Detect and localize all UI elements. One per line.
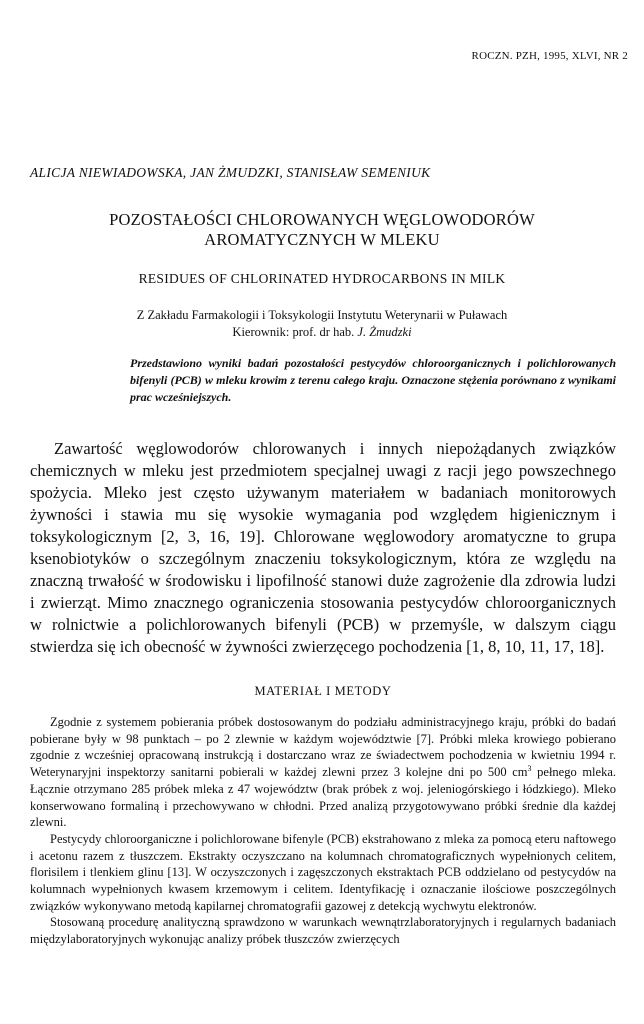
methods-p1-part-b: pełnego mleka. Łącznie otrzymano 285 próbek mleka z 47 województw (brak próbek z woj. jeleniogórskiego i łódzkiego). Mleko konserwowano formaliną i przechowywano w chłodni. Przed analizą przygotowywano próbki średnie dla każdej zlewni. [30, 765, 616, 830]
journal-header: ROCZN. PZH, 1995, XLVI, NR 2 [471, 50, 628, 62]
title-line-1: POZOSTAŁOŚCI CHLOROWANYCH WĘGLOWODORÓW [109, 210, 535, 229]
abstract: Przedstawiono wyniki badań pozostałości pestycydów chloroorganicznych i polichlorowanych bifenyli (PCB) w mleku krowim z terenu całego kraju. Oznaczone stężenia porównano z wynikami prac wcześniejszych. [130, 356, 616, 404]
methods-paragraph-1 [30, 714, 616, 831]
authors: ALICJA NIEWIADOWSKA, JAN ŻMUDZKI, STANISŁAW SEMENIUK [30, 165, 431, 180]
superscript-3: 3 [527, 763, 532, 773]
methods-p1-part-a: Zgodnie z systemem pobierania próbek dostosowanym do podziału administracyjnego kraju, próbki do badań pobierane były w 98 punktach – po 2 zlewnie w każdym województwie [7]. Próbki mleka krowiego pobierano zgodnie z wcześniej opracowaną instrukcją i dostarczano wraz ze świadectwem pochodzenia w kwietniu 1994 r. Weterynaryjni inspektorzy sanitarni pobierali w każdej zlewni przez 3 kolejne dni po 500 cm [30, 715, 616, 780]
title-line-2: AROMATYCZNYCH W MLEKU [204, 230, 440, 249]
methods-paragraph-3: Stosowaną procedurę analityczną sprawdzono w warunkach wewnątrzlaboratoryjnych i regularnych badaniach międzylaboratoryjnych wykonując analizy próbek tłuszczów zwierzęcych [30, 915, 616, 947]
institute: Z Zakładu Farmakologii i Toksykologii Instytutu Weterynarii w Puławach [136, 308, 508, 322]
english-title: RESIDUES OF CHLORINATED HYDROCARBONS IN MILK [138, 271, 506, 286]
head-name: J. Żmudzki [357, 325, 412, 339]
article-title [40, 210, 604, 250]
methods-paragraph-2: Pestycydy chloroorganiczne i polichlorowane bifenyle (PCB) ekstrahowano z mleka za pomocą eteru naftowego i acetonu razem z tłuszczem. Ekstrakty oczyszczano na kolumnach chromatograficznych wypełnionych celitem, florisilem i tlenkiem glinu [13]. W oczyszczonych i zagęszczonych ekstraktach PCB oddzielano od pestycydów na kolumnach wypełnionych kwasem krzemowym i celitem. Identyfikację i oznaczanie ilościowe poszczególnych związków wykonywano metodą kapilarnej chromatografii gazowej z detekcją wychwytu elektronów. [30, 831, 616, 913]
methods-text [30, 714, 616, 948]
introduction-paragraph: Zawartość węglowodorów chlorowanych i innych niepożądanych związków chemicznych w mleku jest przedmiotem specjalnej uwagi z racji jego powszechnego spożycia. Mleko jest często używanym materiałem w badaniach monitorowych żywności i stawia mu się wysokie wymagania pod względem higienicznym i toksykologicznym [2, 3, 16, 19]. Chlorowane węglowodory aromatyczne to grupa ksenobiotyków o szczególnym znaczeniu toksykologicznym, która ze względu na znaczną trwałość w środowisku i lipofilność stanowi duże zagrożenie dla zdrowia ludzi i zwierząt. Mimo znacznego ograniczenia stosowania pestycydów chloroorganicznych w rolnictwie a polichlorowanych bifenyli (PCB) w przemyśle, w dalszym ciągu stwierdza się ich obecność w żywności zwierzęcego pochodzenia [1, 8, 10, 11, 17, 18]. [30, 439, 616, 656]
head-line [40, 324, 604, 341]
affiliation [40, 307, 604, 341]
section-heading: MATERIAŁ I METODY [254, 684, 392, 698]
head-prefix: Kierownik: prof. dr hab. [232, 325, 358, 339]
